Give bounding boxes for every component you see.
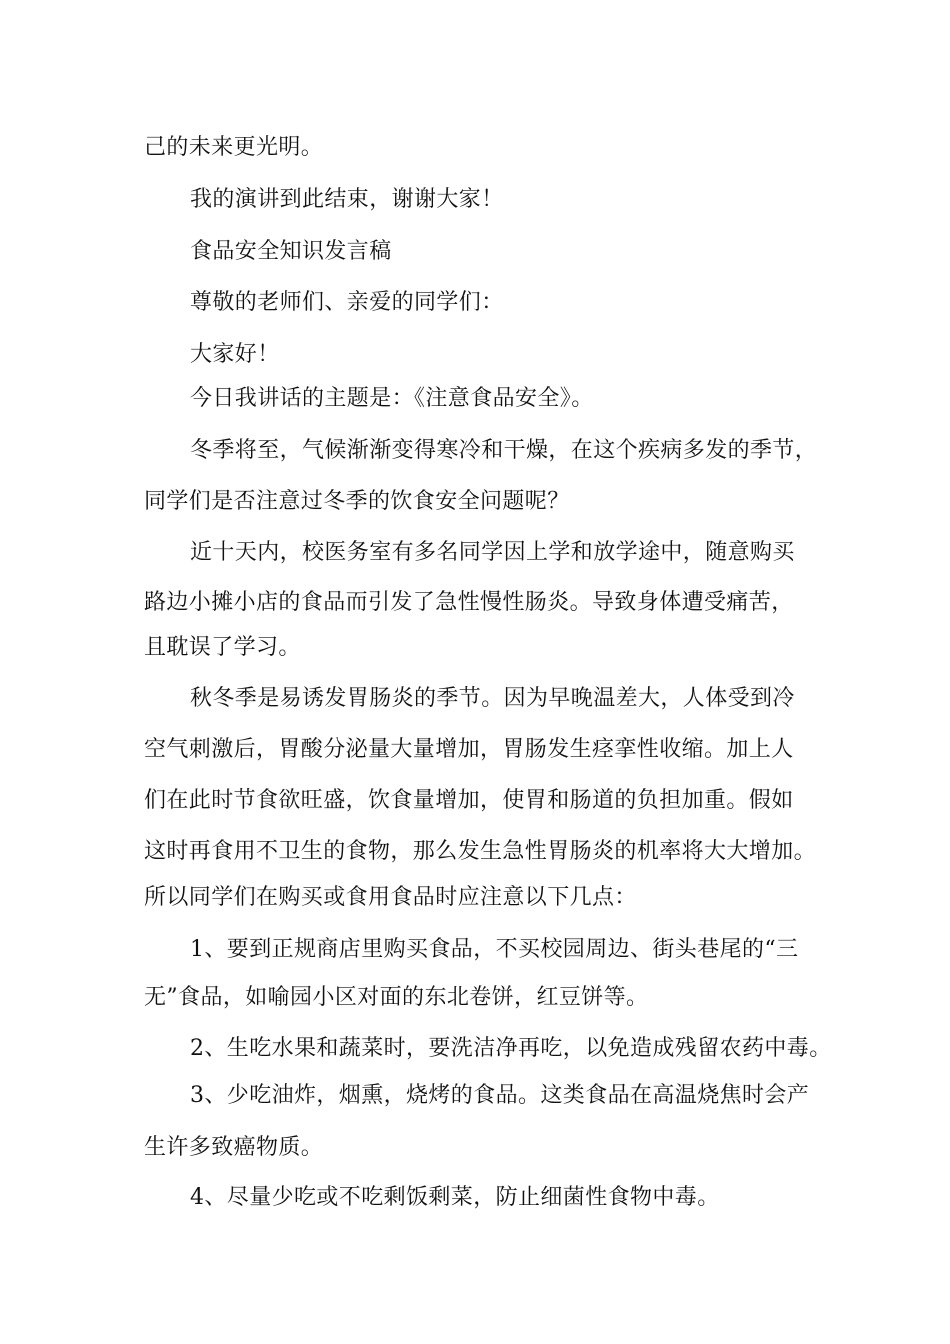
text-line: 己的未来更光明。: [144, 135, 324, 160]
list-item: 4、尽量少吃或不吃剩饭剩菜，防止细菌性食物中毒。: [190, 1185, 720, 1210]
text-line: 们在此时节食欲旺盛，饮食量增加，使胃和肠道的负担加重。假如: [144, 788, 794, 813]
text-line: 今日我讲话的主题是：《注意食品安全》。: [190, 386, 594, 411]
greeting: 大家好！: [190, 342, 280, 367]
text-line: 冬季将至，气候渐渐变得寒冷和干燥，在这个疾病多发的季节，: [190, 438, 818, 463]
text-line: 这时再食用不卫生的食物，那么发生急性胃肠炎的机率将大大增加。: [144, 839, 817, 864]
list-item: 2、生吃水果和蔬菜时，要洗洁净再吃，以免造成残留农药中毒。: [190, 1036, 832, 1061]
text-line: 所以同学们在购买或食用食品时应注意以下几点：: [144, 885, 637, 910]
document-title: 食品安全知识发言稿: [190, 239, 392, 264]
text-line: 我的演讲到此结束，谢谢大家！: [190, 187, 504, 212]
text-line: 秋冬季是易诱发胃肠炎的季节。因为早晚温差大，人体受到冷: [190, 686, 795, 711]
text-line: 生许多致癌物质。: [144, 1135, 324, 1160]
list-item: 1、要到正规商店里购买食品，不买校园周边、街头巷尾的“三: [190, 937, 799, 962]
text-line: 无”食品，如喻园小区对面的东北卷饼，红豆饼等。: [144, 985, 649, 1010]
text-line: 空气刺激后，胃酸分泌量大量增加，胃肠发生痉挛性收缩。加上人: [144, 737, 794, 762]
salutation: 尊敬的老师们、亲爱的同学们：: [190, 290, 504, 315]
text-line: 路边小摊小店的食品而引发了急性慢性肠炎。导致身体遭受痛苦，: [144, 590, 794, 615]
text-line: 且耽误了学习。: [144, 635, 301, 660]
list-item: 3、少吃油炸，烟熏，烧烤的食品。这类食品在高温烧焦时会产: [190, 1083, 810, 1108]
text-line: 同学们是否注意过冬季的饮食安全问题呢？: [144, 489, 570, 514]
text-line: 近十天内，校医务室有多名同学因上学和放学途中，随意购买: [190, 540, 795, 565]
